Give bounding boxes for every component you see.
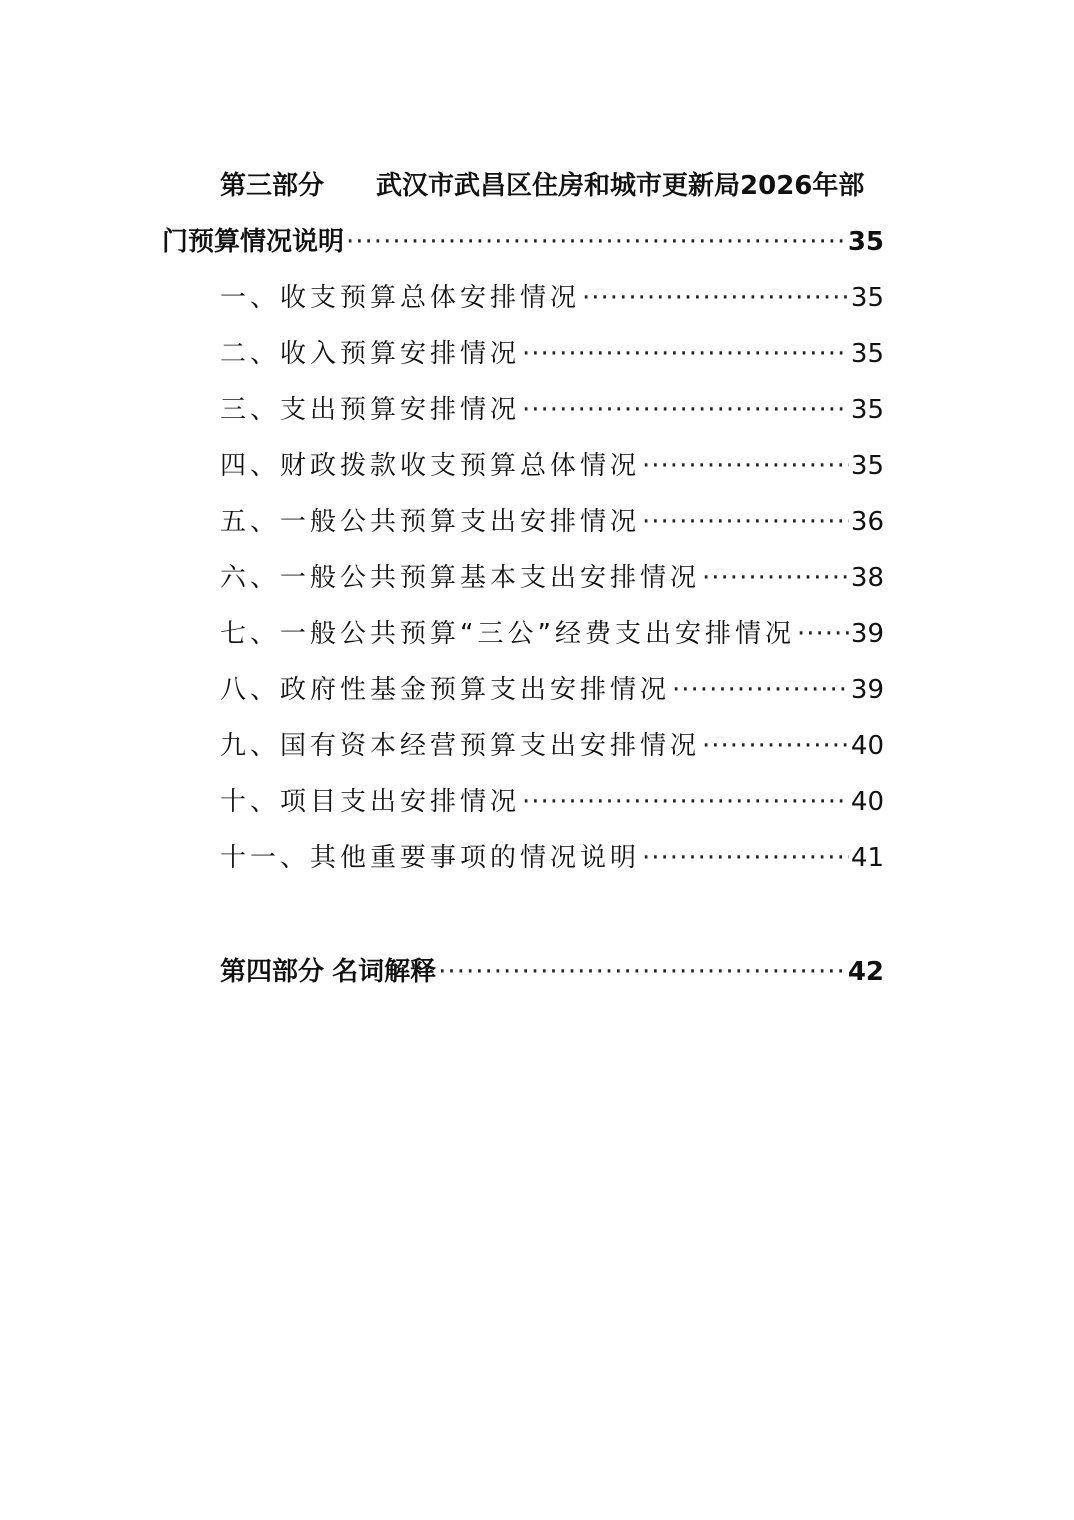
- page-number: 35: [847, 227, 884, 257]
- leader-dots: [582, 280, 849, 316]
- toc-part3-heading[interactable]: [220, 168, 920, 204]
- page-number: 41: [850, 843, 884, 873]
- page-number: 35: [850, 395, 884, 425]
- leader-dots: [702, 560, 849, 596]
- part3-label: 第三部分: [220, 171, 325, 201]
- toc-entry[interactable]: [220, 448, 884, 484]
- toc-entry[interactable]: [220, 504, 884, 540]
- entry-text: 八、政府性基金预算支出安排情况: [220, 675, 671, 705]
- entry-text: 六、一般公共预算基本支出安排情况: [220, 563, 701, 593]
- toc-entry[interactable]: [220, 280, 884, 316]
- leader-dots: [642, 504, 849, 540]
- page-number: 39: [850, 675, 884, 705]
- entry-text: 十一、其他重要事项的情况说明: [220, 843, 641, 873]
- toc-entry[interactable]: [220, 728, 884, 764]
- entry-text: 三、支出预算安排情况: [220, 395, 521, 425]
- leader-dots: [346, 224, 846, 260]
- part3-title-line1: 武汉市武昌区住房和城市更新局2026年部: [376, 171, 865, 201]
- page-number: 40: [850, 787, 884, 817]
- toc-entry[interactable]: [220, 336, 884, 372]
- page-number: 40: [850, 731, 884, 761]
- entry-text: 七、一般公共预算“三公”经费支出安排情况: [220, 619, 795, 649]
- leader-dots: [797, 616, 849, 652]
- leader-dots: [642, 840, 849, 876]
- toc-part3-heading-cont[interactable]: [162, 224, 884, 260]
- leader-dots: [522, 784, 849, 820]
- page-number: 35: [850, 283, 884, 313]
- part3-title-line2: 门预算情况说明: [162, 227, 345, 257]
- leader-dots: [642, 448, 849, 484]
- entry-text: 十、项目支出安排情况: [220, 787, 521, 817]
- leader-dots: [522, 392, 849, 428]
- toc-entry[interactable]: [220, 392, 884, 428]
- page-number: 39: [850, 619, 884, 649]
- part4-label: 第四部分: [220, 957, 325, 987]
- leader-dots: [438, 954, 846, 990]
- page-number: 35: [850, 451, 884, 481]
- page-number: 35: [850, 339, 884, 369]
- leader-dots: [702, 728, 849, 764]
- entry-text: 一、收支预算总体安排情况: [220, 283, 581, 313]
- entry-text: 四、财政拨款收支预算总体情况: [220, 451, 641, 481]
- entry-text: 五、一般公共预算支出安排情况: [220, 507, 641, 537]
- toc-entry[interactable]: [220, 560, 884, 596]
- toc-part4-heading[interactable]: [220, 954, 884, 990]
- leader-dots: [672, 672, 849, 708]
- part4-title: 名词解释: [332, 957, 437, 987]
- leader-dots: [522, 336, 849, 372]
- page-number: 42: [847, 957, 884, 987]
- toc-entry[interactable]: [220, 784, 884, 820]
- entry-text: 二、收入预算安排情况: [220, 339, 521, 369]
- toc-entry[interactable]: [220, 672, 884, 708]
- toc-entry[interactable]: [220, 840, 884, 876]
- page-number: 38: [850, 563, 884, 593]
- toc-entry[interactable]: [220, 616, 884, 652]
- entry-text: 九、国有资本经营预算支出安排情况: [220, 731, 701, 761]
- page-number: 36: [850, 507, 884, 537]
